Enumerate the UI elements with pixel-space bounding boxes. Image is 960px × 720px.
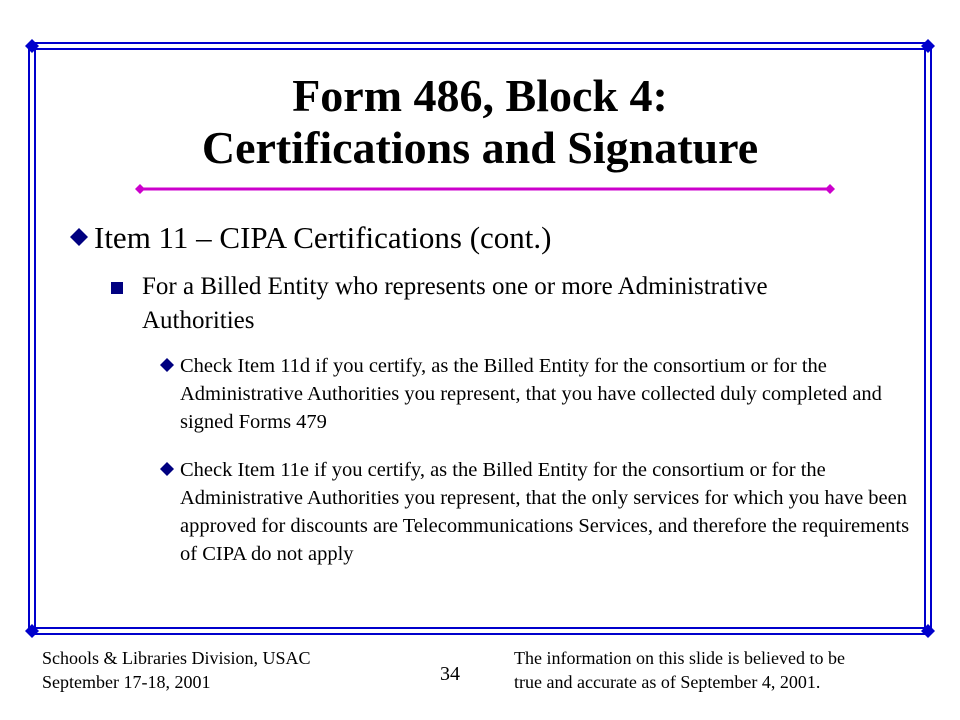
corner-diamond-tl	[25, 39, 39, 53]
footer-right	[514, 646, 934, 694]
footer-disclaimer-line1: The information on this slide is believed to be	[514, 648, 845, 668]
footer-left	[42, 646, 402, 694]
title-underline-diamond-right	[825, 184, 835, 194]
bullet-level2	[108, 270, 868, 338]
bullet-level3-text: Check Item 11d if you certify, as the Billed Entity for the consortium or for the Administrative Authorities you represent, that you have collected duly completed and signed Forms 479	[180, 355, 882, 433]
footer-organization: Schools & Libraries Division, USAC	[42, 648, 311, 668]
bullet-level1	[68, 218, 888, 258]
slide-title-line1: Form 486, Block 4:	[292, 70, 668, 121]
title-underline-diamond-left	[135, 184, 145, 194]
diamond-bullet-icon	[68, 218, 90, 258]
diamond-bullet-icon	[158, 456, 176, 484]
corner-diamond-bl	[25, 624, 39, 638]
footer-date: September 17-18, 2001	[42, 672, 211, 692]
slide-title-line2: Certifications and Signature	[201, 122, 759, 173]
slide-title	[80, 70, 880, 174]
bullet-level3-item	[158, 456, 918, 568]
diamond-bullet-icon	[158, 352, 176, 380]
bullet-level2-text: For a Billed Entity who represents one or more Administrative Authorities	[142, 273, 768, 334]
corner-diamond-br	[921, 624, 935, 638]
page-number: 34	[440, 663, 460, 685]
bullet-level3-text: Check Item 11e if you certify, as the Billed Entity for the consortium or for the Administrative Authorities you represent, that the only services for which you have been approved for discounts are Telecommunications Services, and therefore the requirements of CIPA do not apply	[180, 459, 910, 565]
bullet-level1-text: Item 11 – CIPA Certifications (cont.)	[94, 220, 552, 255]
footer-disclaimer-line2: true and accurate as of September 4, 2001.	[514, 672, 821, 692]
bullet-level3-item	[158, 352, 918, 436]
corner-diamond-tr	[921, 39, 935, 53]
square-bullet-icon	[111, 282, 123, 294]
